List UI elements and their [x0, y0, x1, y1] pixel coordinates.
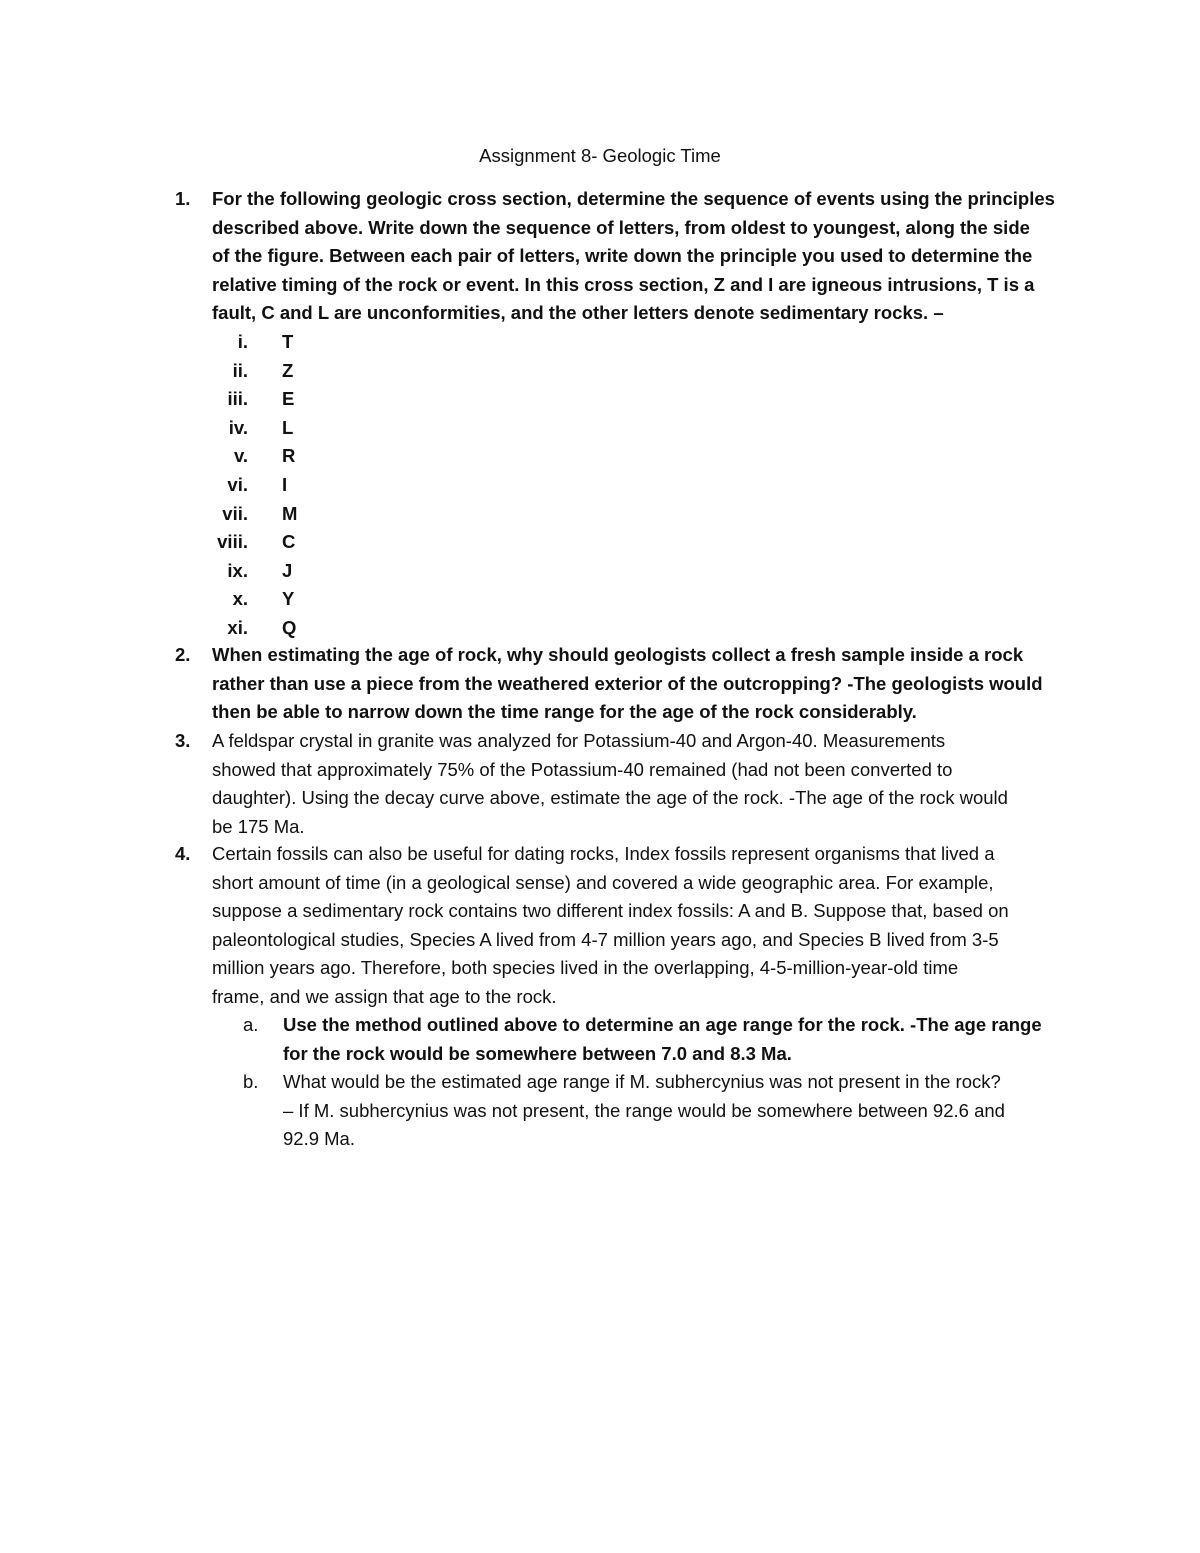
question-2 — [175, 641, 1065, 727]
question-4a — [243, 1011, 1073, 1068]
sequence-numeral: ii. — [232, 359, 248, 381]
sequence-numeral: viii. — [217, 531, 248, 553]
sequence-numeral: x. — [232, 588, 248, 610]
subquestion-label: a. — [243, 1014, 259, 1035]
sequence-numeral: xi. — [227, 616, 248, 638]
sequence-item — [200, 471, 400, 500]
document-title: Assignment 8- Geologic Time — [479, 145, 721, 166]
sequence-item — [200, 385, 400, 414]
question-text: For the following geologic cross section, determine the sequence of events using the principles described above. Write down the sequence of letters, from oldest to youngest, along the side of the figure. Between each pair of letters, write down the principle you used to determine the relative timing of the rock or event. In this cross section, Z and I are igneous intrusions, T is a fault, C and L are unconformities, and the other letters denote sedimentary rocks. – — [212, 188, 1055, 323]
sequence-item — [200, 614, 400, 643]
subquestion-text: What would be the estimated age range if M. subhercynius was not present in the rock? – If M. subhercynius was not present, the range would be somewhere between 92.6 and 92.9 Ma. — [283, 1071, 1005, 1149]
sequence-letter: J — [282, 559, 293, 581]
sequence-letter: T — [282, 331, 294, 352]
sequence-item — [200, 414, 400, 443]
sequence-numeral: iii. — [227, 388, 248, 410]
sequence-item — [200, 442, 400, 471]
sequence-list — [200, 328, 400, 643]
question-text: A feldspar crystal in granite was analyzed for Potassium-40 and Argon-40. Measurements showed that approximately 75% of the Potassium-40 remained (had not been converted to daughter). Using the decay curve above, estimate the age of the rock. -The age of the rock would be 175 Ma. — [212, 730, 1008, 837]
question-number: 4. — [175, 843, 191, 864]
sequence-numeral: v. — [233, 445, 248, 467]
sequence-item — [200, 557, 400, 586]
sequence-letter: C — [282, 531, 296, 553]
sequence-letter: R — [282, 445, 296, 467]
question-4 — [175, 840, 1065, 1011]
question-text: Certain fossils can also be useful for dating rocks, Index fossils represent organisms that lived a short amount of time (in a geological sense) and covered a wide geographic area. For example, suppose a sedimentary rock contains two different index fossils: A and B. Suppose that, based on paleontological studies, Species A lived from 4-7 million years ago, and Species B lived from 3-5 million years ago. Therefore, both species lived in the overlapping, 4-5-million-year-old time frame, and we assign that age to the rock. — [212, 843, 1009, 1007]
sequence-item — [200, 328, 400, 357]
question-4b — [243, 1068, 1073, 1154]
question-number: 3. — [175, 730, 191, 751]
sequence-numeral: vi. — [227, 473, 248, 495]
sequence-letter: L — [282, 416, 294, 438]
sequence-item — [200, 357, 400, 386]
sequence-numeral: ix. — [227, 559, 248, 581]
sequence-item — [200, 500, 400, 529]
question-text: When estimating the age of rock, why should geologists collect a fresh sample inside a rock rather than use a piece from the weathered exterior of the outcropping? -The geologists would then be able to narrow down the time range for the age of the rock considerably. — [212, 644, 1043, 722]
sequence-letter: I — [282, 473, 288, 495]
sequence-item — [200, 528, 400, 557]
question-1 — [175, 185, 1065, 328]
sequence-numeral: vii. — [222, 502, 248, 524]
sequence-letter: Q — [282, 616, 297, 638]
question-number: 2. — [175, 644, 191, 665]
sequence-item — [200, 585, 400, 614]
sequence-letter: M — [282, 502, 298, 524]
sequence-letter: E — [282, 388, 295, 410]
sequence-numeral: iv. — [228, 416, 248, 438]
sequence-numeral: i. — [237, 331, 248, 352]
question-3 — [175, 727, 1065, 841]
subquestion-label: b. — [243, 1071, 259, 1092]
sequence-letter: Y — [282, 588, 295, 610]
subquestion-text: Use the method outlined above to determine an age range for the rock. -The age range for the rock would be somewhere between 7.0 and 8.3 Ma. — [283, 1014, 1042, 1064]
sequence-letter: Z — [282, 359, 294, 381]
question-number: 1. — [175, 188, 191, 209]
